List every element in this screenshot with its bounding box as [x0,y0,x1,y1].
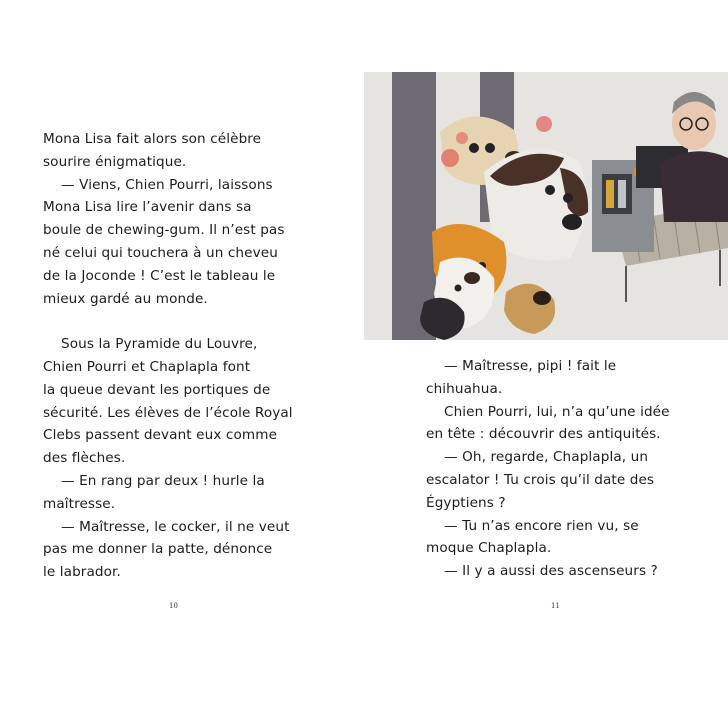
text-line: — Maîtresse, le cocker, il ne veut [61,518,290,535]
text-line: mieux gardé au monde. [43,290,208,307]
text-line: le labrador. [43,564,121,581]
text-line: en tête : découvrir des antiquités. [426,426,661,443]
text-line: sourire énigmatique. [43,153,187,170]
right-page [364,0,728,728]
text-line: né celui qui touchera à un cheveu [43,244,278,261]
text-line: Mona Lisa fait alors son célèbre [43,131,262,147]
text-line: Égyptiens ? [426,494,506,511]
blush [456,132,468,144]
text-line: Chien Pourri, lui, n’a qu’une idée [444,403,670,420]
right-page-text [426,355,726,583]
text-line: escalator ! Tu crois qu’il date des [426,471,655,488]
paragraph-gap [43,310,343,333]
text-line: Mona Lisa lire l’avenir dans sa [43,199,252,216]
text-line: Chien Pourri et Chaplapla font [43,358,251,375]
text-line: pas me donner la patte, dénonce [43,541,273,558]
guard-body [660,151,728,222]
text-line: — Viens, Chien Pourri, laissons [61,176,273,193]
text-line: de la Joconde ! C’est le tableau le [43,267,276,284]
text-line: Sous la Pyramide du Louvre, [61,336,258,353]
text-line: des flèches. [43,450,126,467]
blush [536,116,552,132]
blush [441,149,459,167]
text-line: maîtresse. [43,495,116,512]
illustration [364,72,728,340]
text-line: chihuahua. [426,380,503,397]
illustration-art [364,72,728,340]
text-line: — Oh, regarde, Chaplapla, un [444,449,649,466]
text-line: Clebs passent devant eux comme [43,427,278,444]
text-line: — Maîtresse, pipi ! fait le [444,358,617,374]
text-line: boule de chewing-gum. Il n’est pas [43,222,285,239]
text-line: — En rang par deux ! hurle la [61,472,265,489]
text-line: — Il y a aussi des ascenseurs ? [444,563,658,580]
page-number: 10 [169,602,178,610]
left-page-text [43,128,343,584]
page-number: 11 [551,602,560,610]
text-line: — Tu n’as encore rien vu, se [444,517,639,534]
text-line: la queue devant les portiques de [43,381,271,398]
text-line: moque Chaplapla. [426,540,552,557]
text-line: sécurité. Les élèves de l’école Royal [43,404,293,421]
